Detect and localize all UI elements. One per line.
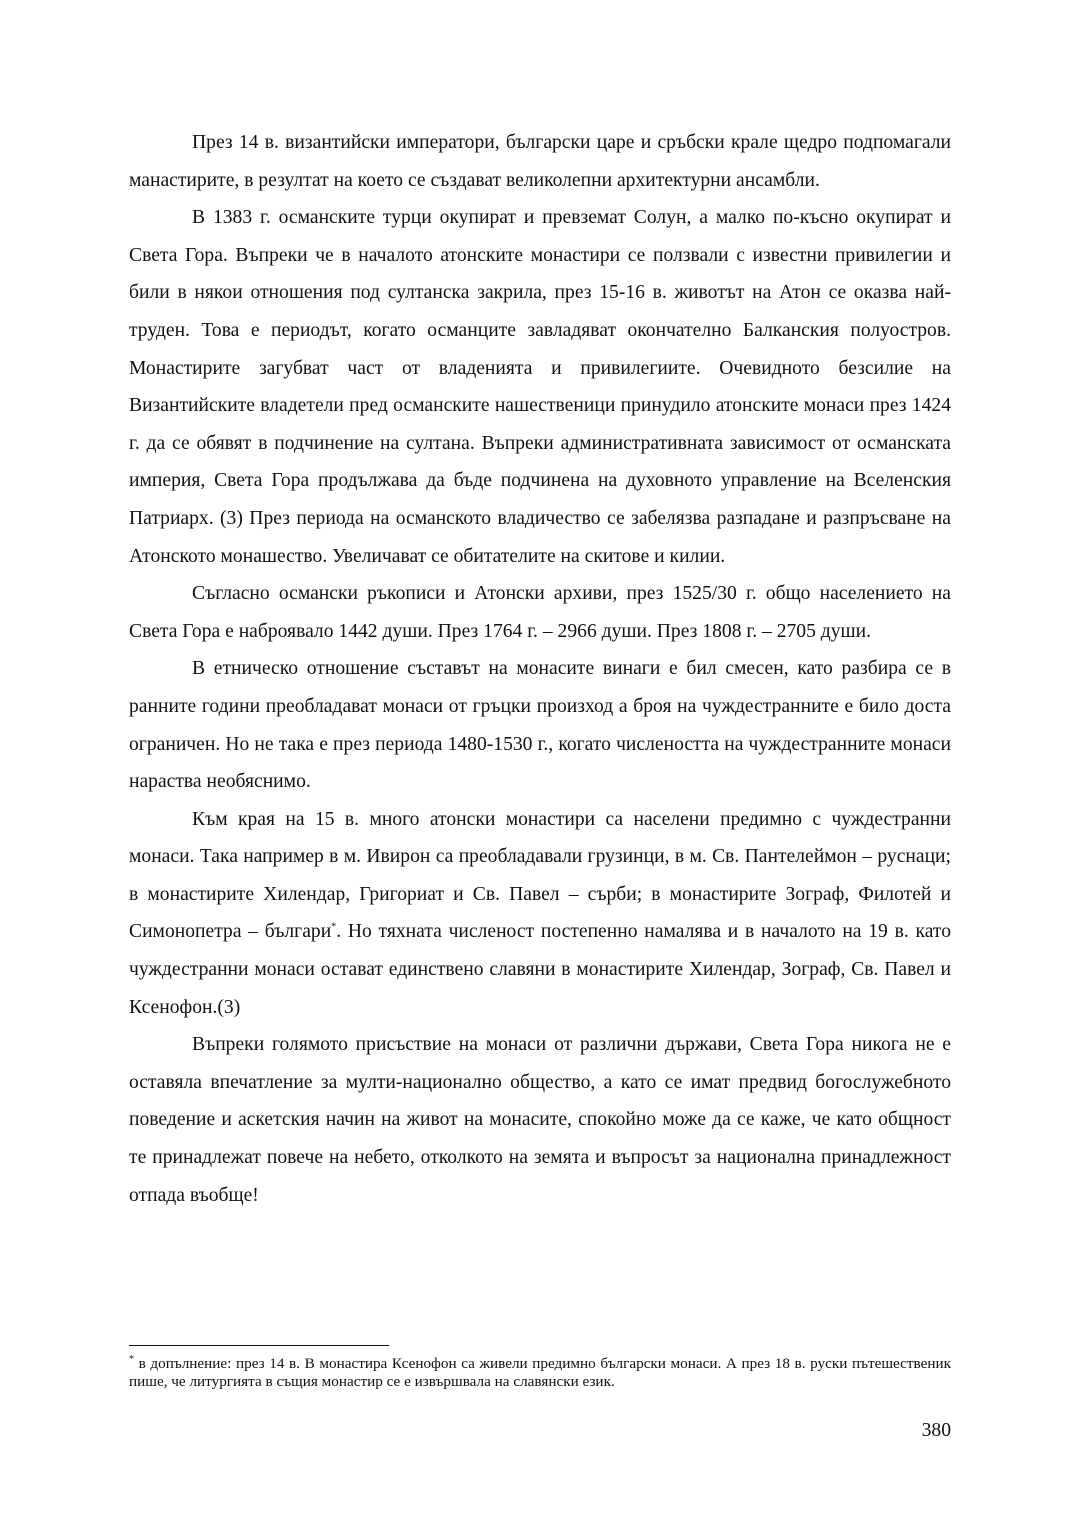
footnote-mark: * <box>129 1353 134 1365</box>
footnote-text: в допълнение: през 14 в. В монастира Ксенофон са живели предимно български монаси. А през 18 в. руски пътешественик пише, че литургията в същия монастир се е извършвала на славянски език. <box>129 1355 951 1390</box>
paragraph-2: В 1383 г. османските турци окупират и превземат Солун, а малко по-късно окупират и Света Гора. Въпреки че в началото атонските монастири се ползвали с известни привилегии и били в някои отношения под султанска закрила, през 15-16 в. животът на Атон се оказва най-труден. Това е периодът, когато османците завладяват окончателно Балканския полуостров. Монастирите загубват част от владенията и привилегиите. Очевидното безсилие на Византийските владетели пред османските нашественици принудило атонските монаси през 1424 г. да се обявят в подчинение на султана. Въпреки административната зависимост от османската империя, Света Гора продължава да бъде подчинена на духовното управление на Вселенския Патриарх. (3) През периода на османското владичество се забелязва разпадане и разпръсване на Атонското монашество. Увеличават се обитателите на скитове и килии. <box>129 207 951 567</box>
page-number: 380 <box>921 1420 951 1441</box>
page-body <box>129 124 951 1214</box>
paragraph-5 <box>129 801 951 1027</box>
paragraph-5-text-start: Към края на 15 в. много атонски монастири са населени предимно с чуждестранни монаси. Така например в м. Ивирон са преобладавали грузинци, в м. Св. Пантелеймон – руснаци; в монастирите Хилендар, Григориат и Св. Павел – сърби; в монастирите Зограф, Филотей и Симонопетра – българи <box>129 808 951 943</box>
paragraph-1: През 14 в. византийски императори, български царе и сръбски крале щедро подпомагали манастирите, в резултат на което се създават великолепни архитектурни ансамбли. <box>129 132 951 191</box>
footnote-reference-mark: * <box>331 921 337 933</box>
paragraph-6: Въпреки голямото присъствие на монаси от различни държави, Света Гора никога не е оставяла впечатление за мулти-национално общество, а като се имат предвид богослужебното поведение и аскетския начин на живот на монасите, спокойно може да се каже, че като общност те принадлежат повече на небето, отколкото на земята и въпросът за национална принадлежност отпада въобще! <box>129 1034 951 1206</box>
paragraph-4: В етническо отношение съставът на монасите винаги е бил смесен, като разбира се в ранните години преобладават монаси от гръцки произход а броя на чуждестранните е било доста ограничен. Но не така е през периода 1480-1530 г., когато числеността на чуждестранните монаси нараства необяснимо. <box>129 658 951 793</box>
footnote-separator <box>129 1345 389 1346</box>
paragraph-5-text-end: . Но тяхната численост постепенно намалява и в началото на 19 в. като чуждестранни монаси остават единствено славяни в монастирите Хилендар, Зограф, Св. Павел и Ксенофон.(3) <box>129 921 951 1018</box>
paragraph-3: Съгласно османски ръкописи и Атонски архиви, през 1525/30 г. общо населението на Света Гора е наброявало 1442 души. През 1764 г. – 2966 души. През 1808 г. – 2705 души. <box>129 583 951 642</box>
footnote <box>129 1355 951 1391</box>
